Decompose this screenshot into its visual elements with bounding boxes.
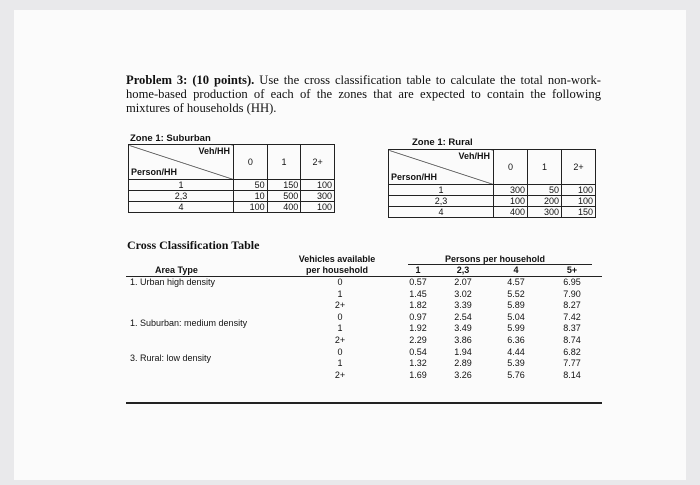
trip-rate-cell: 6.82 [563,346,581,357]
trip-rate-cell: 1.45 [409,288,427,299]
trip-rate-cell: 1.32 [409,358,427,369]
vehicles-header-line1: Vehicles available [298,254,376,264]
vehicles-value: 1 [337,288,343,299]
trip-rate-cell: 4.44 [507,346,525,357]
vehicles-value: 2+ [334,369,346,380]
problem-statement [126,73,601,115]
trip-rate-cell: 5.04 [507,311,525,322]
trip-rate-cell: 7.90 [563,288,581,299]
vehicles-value: 2+ [334,300,346,311]
trip-rate-cell: 7.77 [563,358,581,369]
zone1-row-label: 4 [129,202,234,213]
zone2-row [389,207,596,218]
trip-rate-cell: 4.57 [507,277,525,287]
zone1-row-label: 1 [129,180,234,191]
trip-rate-cell: 1.82 [409,300,427,311]
trip-rate-cell: 1.94 [454,346,472,357]
trip-rate-cell: 5.76 [507,369,525,380]
trip-rate-cell: 6.95 [563,277,581,287]
persons-col-header: 2,3 [456,265,470,275]
zone2-veh-header: Veh/HH [458,151,490,161]
zone2-row-label: 1 [389,185,494,196]
zone1-title: Zone 1: Suburban [130,133,211,144]
vehicles-value: 1 [337,358,343,369]
vehicles-value: 1 [337,323,343,334]
trip-rate-cell: 2.54 [454,311,472,322]
zone2-person-header: Person/HH [391,172,438,182]
trip-rate-cell: 7.42 [563,311,581,322]
zone2-col-header: 0 [494,150,528,185]
area-label: 1. Urban high density [130,277,216,287]
trip-rate-cell: 3.26 [454,369,472,380]
trip-rate-cell: 0.97 [409,311,427,322]
zone1-row [129,180,335,191]
problem-heading: Problem 3: (10 points). [126,73,255,87]
zone1-cell: 500 [267,191,301,202]
zone2-cell: 50 [528,185,562,196]
zone1-cell: 150 [267,180,301,191]
zone2-col-header: 1 [528,150,562,185]
cross-table-title: Cross Classification Table [127,238,260,252]
trip-rate-cell: 8.27 [563,300,581,311]
zone1-veh-header: Veh/HH [198,146,230,156]
zone1-col-header: 2+ [301,145,335,180]
vehicles-value: 0 [337,311,343,322]
trip-rate-cell: 2.89 [454,358,472,369]
zone2-cell: 100 [562,196,596,207]
trip-rate-cell: 5.39 [507,358,525,369]
zone1-col-header: 0 [234,145,268,180]
trip-rate-cell: 1.69 [409,369,427,380]
trip-rate-cell: 5.52 [507,288,525,299]
zone1-cell: 300 [301,191,335,202]
trip-rate-cell: 8.37 [563,323,581,334]
zone2-col-header: 2+ [562,150,596,185]
trip-rate-cell: 2.29 [409,335,427,345]
trip-rate-cell: 3.49 [454,323,472,334]
trip-rate-cell: 2.07 [454,277,472,287]
zone1-row-label: 2,3 [129,191,234,202]
zone2-header-cell [389,150,494,185]
zone2-cell: 150 [562,207,596,218]
zone1-cell: 100 [301,180,335,191]
zone1-header-cell [129,145,234,180]
zone1-person-header: Person/HH [131,167,178,177]
zone2-cell: 300 [528,207,562,218]
trip-rate-cell: 8.14 [563,369,581,380]
zone2-table [388,149,596,218]
trip-rate-cell: 0.57 [409,277,427,287]
zone1-col-header: 1 [267,145,301,180]
zone1-table [128,144,335,213]
zone2-cell: 100 [562,185,596,196]
persons-col-header: 1 [415,265,421,275]
area-label: 1. Suburban: medium density [130,318,248,328]
zone2-title: Zone 1: Rural [412,137,473,148]
vehicles-value: 0 [337,346,343,357]
area-label: 3. Rural: low density [130,353,212,363]
zone2-row-label: 4 [389,207,494,218]
bottom-rule [126,402,602,404]
vehicles-header-line2: per household [305,265,368,275]
trip-rate-cell: 8.74 [563,335,581,345]
zone1-cell: 100 [301,202,335,213]
zone1-cell: 10 [234,191,268,202]
zone2-cell: 100 [494,196,528,207]
zone1-cell: 100 [234,202,268,213]
trip-rate-cell: 0.54 [409,346,427,357]
zone2-row [389,185,596,196]
zone2-cell: 300 [494,185,528,196]
problem-text: Use the cross classification table to calculate the total non-work-home-based production of each of the zones that are expected to contain the following mixtures of households (HH). [126,73,601,115]
trip-rate-cell: 3.02 [454,288,472,299]
zone2-cell: 200 [528,196,562,207]
zone1-cell: 400 [267,202,301,213]
zone2-row [389,196,596,207]
trip-rate-cell: 5.89 [507,300,525,311]
zone1-row [129,202,335,213]
persons-header: Persons per household [444,254,546,264]
zone1-cell: 50 [234,180,268,191]
zone2-row-label: 2,3 [389,196,494,207]
persons-col-header: 5+ [566,265,578,275]
trip-rate-cell: 3.86 [454,335,472,345]
vehicles-value: 0 [337,277,343,287]
trip-rate-cell: 3.39 [454,300,472,311]
trip-rate-cell: 5.99 [507,323,525,334]
trip-rate-cell: 6.36 [507,335,525,345]
zone1-row [129,191,335,202]
persons-col-header: 4 [513,265,519,275]
vehicles-value: 2+ [334,335,346,345]
area-type-header: Area Type [155,265,198,275]
trip-rate-cell: 1.92 [409,323,427,334]
zone2-cell: 400 [494,207,528,218]
